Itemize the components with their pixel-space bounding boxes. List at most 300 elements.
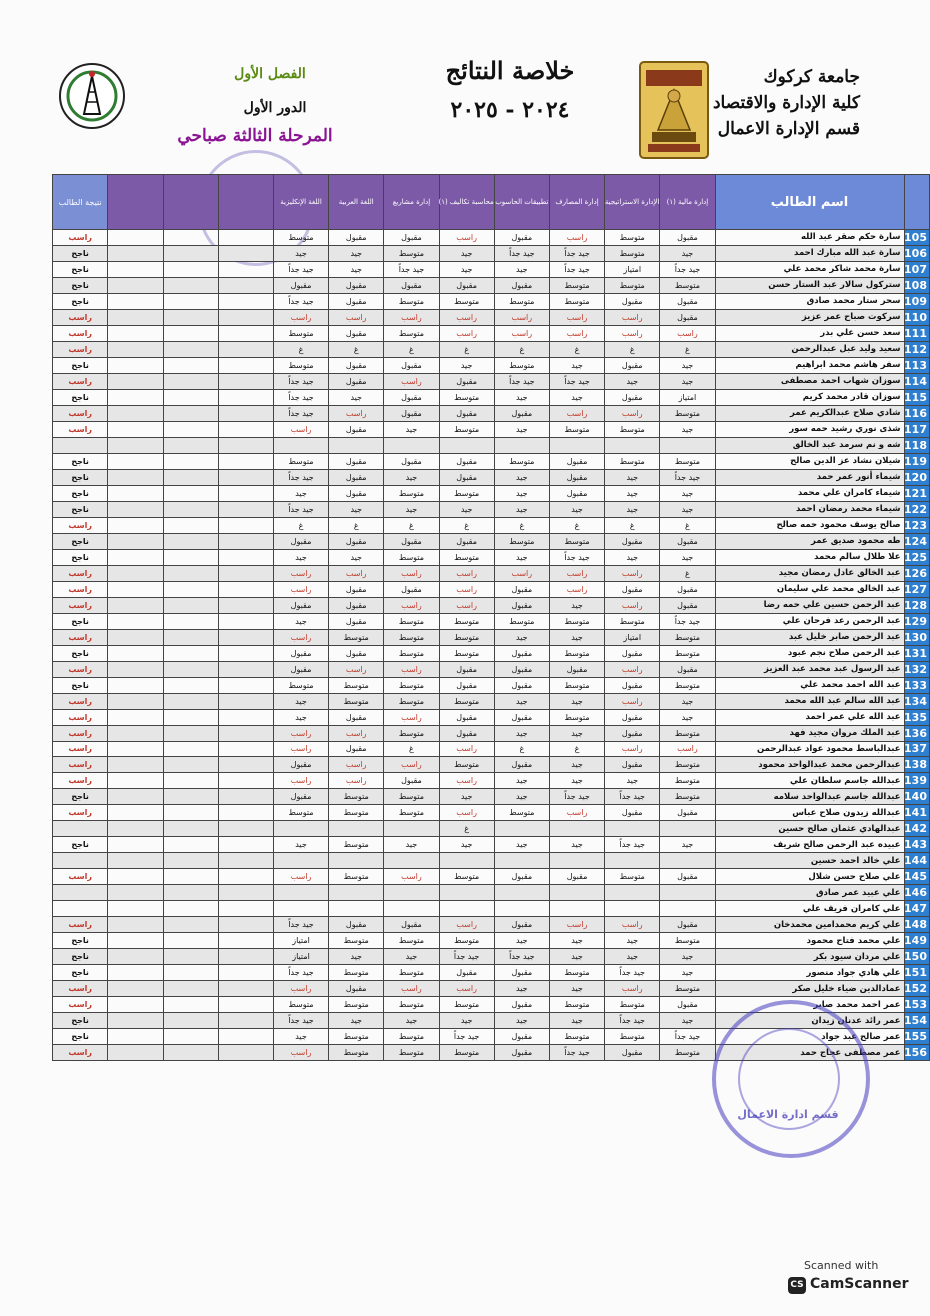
- student-result: راسب: [53, 309, 108, 325]
- grade-cell: متوسط: [549, 1029, 604, 1045]
- grade-cell: مقبول: [660, 869, 715, 885]
- grade-cell: جيد جداً: [273, 405, 328, 421]
- empty-cell: [163, 901, 218, 917]
- academic-years: ٢٠٢٤ - ٢٠٢٥: [450, 97, 570, 123]
- grade-cell: مقبول: [494, 230, 549, 246]
- table-row: [53, 293, 930, 309]
- grade-cell: [384, 885, 439, 901]
- row-number: 154: [904, 1013, 929, 1029]
- grade-cell: جيد: [439, 837, 494, 853]
- student-result: ناجح: [53, 789, 108, 805]
- table-row: [53, 853, 930, 869]
- grade-cell: [494, 821, 549, 837]
- stage-label: المرحلة الثالثة صباحي: [177, 126, 333, 146]
- grade-cell: متوسط: [384, 245, 439, 261]
- row-number: 112: [904, 341, 929, 357]
- row-number: 128: [904, 597, 929, 613]
- empty-cell: [163, 533, 218, 549]
- grade-cell: جيد جداً: [273, 501, 328, 517]
- grade-cell: متوسط: [329, 1045, 384, 1061]
- row-number: 153: [904, 997, 929, 1013]
- grade-cell: مقبول: [494, 965, 549, 981]
- grade-cell: مقبول: [605, 645, 660, 661]
- grade-cell: مقبول: [439, 373, 494, 389]
- empty-cell: [218, 517, 273, 533]
- empty-cell: [218, 261, 273, 277]
- student-result: راسب: [53, 997, 108, 1013]
- subject-header: تطبيقات الحاسوب: [494, 175, 549, 230]
- empty-cell: [108, 357, 163, 373]
- grade-cell: متوسط: [439, 389, 494, 405]
- grade-cell: متوسط: [439, 869, 494, 885]
- empty-subject-header: [218, 175, 273, 230]
- row-number: 123: [904, 517, 929, 533]
- grade-cell: متوسط: [494, 613, 549, 629]
- empty-cell: [218, 741, 273, 757]
- grade-cell: متوسط: [549, 645, 604, 661]
- row-number: 126: [904, 565, 929, 581]
- grade-cell: جيد: [549, 629, 604, 645]
- grade-cell: جيد: [494, 261, 549, 277]
- row-number: 114: [904, 373, 929, 389]
- grade-cell: غ: [549, 517, 604, 533]
- grade-cell: مقبول: [384, 357, 439, 373]
- empty-cell: [163, 1013, 218, 1029]
- student-name: سارة محمد شاكر محمد علي: [715, 261, 904, 277]
- empty-cell: [163, 1045, 218, 1061]
- empty-cell: [163, 501, 218, 517]
- grade-cell: جيد: [660, 485, 715, 501]
- grade-cell: مقبول: [273, 661, 328, 677]
- student-result: راسب: [53, 917, 108, 933]
- grade-cell: [605, 901, 660, 917]
- grade-cell: غ: [605, 341, 660, 357]
- row-number: 148: [904, 917, 929, 933]
- grade-cell: [439, 853, 494, 869]
- semester-label: الفصل الأول: [234, 66, 306, 82]
- student-name: شذى نوري رشيد حمه سور: [715, 421, 904, 437]
- student-result: ناجح: [53, 613, 108, 629]
- empty-cell: [218, 933, 273, 949]
- row-number: 115: [904, 389, 929, 405]
- table-row: [53, 677, 930, 693]
- grade-cell: مقبول: [605, 725, 660, 741]
- row-number: 146: [904, 885, 929, 901]
- empty-cell: [163, 469, 218, 485]
- grade-cell: جيد: [384, 1013, 439, 1029]
- empty-cell: [108, 1013, 163, 1029]
- empty-cell: [163, 309, 218, 325]
- empty-cell: [163, 549, 218, 565]
- row-number: 144: [904, 853, 929, 869]
- empty-subject-header: [108, 175, 163, 230]
- student-name: علي كامران فريف علي: [715, 901, 904, 917]
- row-number: 142: [904, 821, 929, 837]
- grade-cell: جيد: [660, 549, 715, 565]
- grade-cell: جيد جداً: [549, 549, 604, 565]
- student-result: ناجح: [53, 357, 108, 373]
- empty-cell: [163, 677, 218, 693]
- grade-cell: مقبول: [660, 293, 715, 309]
- grade-cell: مقبول: [494, 581, 549, 597]
- grade-cell: متوسط: [384, 1029, 439, 1045]
- empty-cell: [218, 821, 273, 837]
- table-header-row: [53, 175, 930, 230]
- grade-cell: غ: [494, 741, 549, 757]
- grade-cell: راسب: [273, 581, 328, 597]
- table-row: [53, 533, 930, 549]
- grade-cell: غ: [384, 341, 439, 357]
- student-result: ناجح: [53, 965, 108, 981]
- subject-header: اللغة العربية: [329, 175, 384, 230]
- grade-cell: غ: [494, 517, 549, 533]
- row-number: 116: [904, 405, 929, 421]
- student-name: عبدالله جاسم سلطان علي: [715, 773, 904, 789]
- grade-cell: متوسط: [605, 230, 660, 246]
- grade-cell: متوسط: [273, 357, 328, 373]
- grade-cell: مقبول: [439, 709, 494, 725]
- grade-cell: جيد جداً: [605, 965, 660, 981]
- row-number: 118: [904, 437, 929, 453]
- empty-cell: [163, 421, 218, 437]
- subject-header: إدارة مشاريع: [384, 175, 439, 230]
- empty-cell: [163, 933, 218, 949]
- empty-cell: [163, 885, 218, 901]
- table-row: [53, 965, 930, 981]
- empty-cell: [108, 709, 163, 725]
- grade-cell: متوسط: [384, 613, 439, 629]
- grade-cell: جيد: [329, 1013, 384, 1029]
- grade-cell: غ: [384, 517, 439, 533]
- grade-cell: مقبول: [660, 997, 715, 1013]
- grade-cell: متوسط: [384, 325, 439, 341]
- grade-cell: راسب: [329, 565, 384, 581]
- empty-cell: [163, 661, 218, 677]
- empty-cell: [218, 693, 273, 709]
- empty-cell: [163, 389, 218, 405]
- empty-cell: [218, 277, 273, 293]
- row-number: 121: [904, 485, 929, 501]
- grade-cell: متوسط: [439, 485, 494, 501]
- empty-cell: [108, 821, 163, 837]
- empty-cell: [108, 309, 163, 325]
- grade-cell: جيد: [273, 245, 328, 261]
- grade-cell: جيد جداً: [660, 261, 715, 277]
- grade-cell: [384, 437, 439, 453]
- grade-cell: متوسط: [329, 693, 384, 709]
- student-result: ناجح: [53, 533, 108, 549]
- grade-cell: متوسط: [329, 965, 384, 981]
- grade-cell: متوسط: [605, 277, 660, 293]
- grade-cell: [494, 853, 549, 869]
- student-result: راسب: [53, 421, 108, 437]
- empty-cell: [163, 837, 218, 853]
- grade-cell: جيد: [384, 501, 439, 517]
- row-number: 152: [904, 981, 929, 997]
- grade-cell: راسب: [329, 405, 384, 421]
- student-result: [53, 821, 108, 837]
- row-number: 138: [904, 757, 929, 773]
- grade-cell: مقبول: [605, 709, 660, 725]
- table-row: [53, 805, 930, 821]
- empty-cell: [108, 949, 163, 965]
- empty-cell: [108, 869, 163, 885]
- grade-cell: راسب: [605, 741, 660, 757]
- grade-cell: مقبول: [329, 485, 384, 501]
- grade-cell: [329, 853, 384, 869]
- empty-cell: [108, 917, 163, 933]
- empty-cell: [218, 853, 273, 869]
- table-row: [53, 581, 930, 597]
- empty-cell: [108, 613, 163, 629]
- table-row: [53, 693, 930, 709]
- grade-cell: جيد: [549, 389, 604, 405]
- grade-cell: متوسط: [605, 869, 660, 885]
- student-name: علي صلاح حسن شلال: [715, 869, 904, 885]
- empty-cell: [108, 565, 163, 581]
- grade-cell: مقبول: [494, 709, 549, 725]
- empty-cell: [163, 789, 218, 805]
- grade-cell: غ: [660, 565, 715, 581]
- row-number: 151: [904, 965, 929, 981]
- table-row: [53, 565, 930, 581]
- grade-cell: جيد: [439, 501, 494, 517]
- grade-cell: جيد: [660, 1013, 715, 1029]
- grade-cell: مقبول: [439, 453, 494, 469]
- empty-cell: [108, 405, 163, 421]
- empty-cell: [163, 597, 218, 613]
- grade-cell: مقبول: [660, 309, 715, 325]
- empty-cell: [218, 661, 273, 677]
- grade-cell: متوسط: [439, 421, 494, 437]
- result-column-header: نتيجة الطالب: [53, 175, 108, 230]
- student-result: راسب: [53, 869, 108, 885]
- empty-cell: [163, 869, 218, 885]
- empty-cell: [108, 885, 163, 901]
- camscanner-logo-icon: CS: [788, 1277, 806, 1294]
- grade-cell: راسب: [273, 629, 328, 645]
- grade-cell: متوسط: [384, 805, 439, 821]
- grade-cell: راسب: [605, 309, 660, 325]
- grade-cell: مقبول: [384, 453, 439, 469]
- row-number: 149: [904, 933, 929, 949]
- empty-cell: [108, 549, 163, 565]
- grade-cell: مقبول: [494, 597, 549, 613]
- row-number: 125: [904, 549, 929, 565]
- empty-cell: [163, 581, 218, 597]
- grade-cell: جيد جداً: [273, 965, 328, 981]
- grade-cell: مقبول: [329, 469, 384, 485]
- grade-cell: [329, 437, 384, 453]
- empty-cell: [163, 741, 218, 757]
- empty-cell: [108, 901, 163, 917]
- grade-cell: متوسط: [384, 485, 439, 501]
- empty-cell: [108, 245, 163, 261]
- grade-cell: [329, 901, 384, 917]
- empty-cell: [108, 805, 163, 821]
- grade-cell: جيد: [494, 469, 549, 485]
- grade-cell: متوسط: [660, 933, 715, 949]
- grade-cell: جيد: [549, 725, 604, 741]
- table-row: [53, 613, 930, 629]
- student-name: عبدالهادي عثمان صالح حسين: [715, 821, 904, 837]
- row-number: 106: [904, 245, 929, 261]
- grade-cell: متوسط: [549, 677, 604, 693]
- table-row: [53, 549, 930, 565]
- student-result: ناجح: [53, 949, 108, 965]
- grade-cell: جيد جداً: [273, 261, 328, 277]
- empty-cell: [163, 997, 218, 1013]
- grade-cell: مقبول: [439, 405, 494, 421]
- student-result: ناجح: [53, 293, 108, 309]
- empty-cell: [218, 325, 273, 341]
- grade-cell: [329, 821, 384, 837]
- grade-cell: جيد: [494, 837, 549, 853]
- empty-cell: [218, 613, 273, 629]
- grade-cell: [660, 901, 715, 917]
- student-result: راسب: [53, 341, 108, 357]
- grade-cell: غ: [660, 517, 715, 533]
- grade-cell: مقبول: [660, 805, 715, 821]
- grade-cell: مقبول: [660, 230, 715, 246]
- grade-cell: راسب: [549, 325, 604, 341]
- report-title: خلاصة النتائج: [445, 56, 575, 85]
- round-label: الدور الأول: [243, 100, 307, 116]
- grade-cell: جيد جداً: [273, 373, 328, 389]
- table-row: [53, 645, 930, 661]
- grade-cell: راسب: [439, 597, 494, 613]
- results-table-body: [53, 230, 930, 1061]
- table-row: [53, 357, 930, 373]
- grade-cell: جيد: [329, 261, 384, 277]
- row-number: 140: [904, 789, 929, 805]
- grade-cell: متوسط: [384, 293, 439, 309]
- student-name: عمر احمد محمد صابر: [715, 997, 904, 1013]
- empty-cell: [218, 773, 273, 789]
- grade-cell: [605, 853, 660, 869]
- grade-cell: مقبول: [605, 533, 660, 549]
- empty-cell: [108, 837, 163, 853]
- grade-cell: متوسط: [494, 357, 549, 373]
- empty-cell: [163, 405, 218, 421]
- grade-cell: راسب: [329, 773, 384, 789]
- grade-cell: راسب: [384, 565, 439, 581]
- row-number: 131: [904, 645, 929, 661]
- row-number: 145: [904, 869, 929, 885]
- grade-cell: راسب: [273, 773, 328, 789]
- grade-cell: جيد: [660, 373, 715, 389]
- grade-cell: متوسط: [660, 773, 715, 789]
- grade-cell: جيد: [549, 981, 604, 997]
- grade-cell: راسب: [273, 1045, 328, 1061]
- grade-cell: جيد: [384, 421, 439, 437]
- grade-cell: متوسط: [660, 645, 715, 661]
- grade-cell: راسب: [273, 309, 328, 325]
- grade-cell: جيد جداً: [660, 1029, 715, 1045]
- stamp-text: قسم ادارة الاعمال: [737, 1108, 839, 1121]
- grade-cell: جيد جداً: [494, 373, 549, 389]
- grade-cell: متوسط: [549, 965, 604, 981]
- scanned-with-text: Scanned with: [804, 1259, 879, 1272]
- grade-cell: متوسط: [439, 997, 494, 1013]
- row-number: 155: [904, 1029, 929, 1045]
- empty-cell: [108, 389, 163, 405]
- table-row: [53, 277, 930, 293]
- student-name: سحر ستار محمد صادق: [715, 293, 904, 309]
- grade-cell: راسب: [549, 917, 604, 933]
- grade-cell: [384, 853, 439, 869]
- empty-cell: [218, 485, 273, 501]
- grade-cell: متوسط: [494, 533, 549, 549]
- grade-cell: مقبول: [660, 581, 715, 597]
- grade-cell: جيد: [660, 949, 715, 965]
- empty-cell: [163, 981, 218, 997]
- grade-cell: غ: [273, 517, 328, 533]
- grade-cell: متوسط: [660, 757, 715, 773]
- grade-cell: مقبول: [605, 1045, 660, 1061]
- university-logo: [638, 60, 710, 160]
- grade-cell: متوسط: [439, 613, 494, 629]
- grade-cell: جيد: [549, 837, 604, 853]
- grade-cell: غ: [273, 341, 328, 357]
- grade-cell: امتياز: [273, 949, 328, 965]
- empty-cell: [108, 853, 163, 869]
- grade-cell: مقبول: [329, 581, 384, 597]
- empty-cell: [163, 629, 218, 645]
- student-result: [53, 885, 108, 901]
- grade-cell: متوسط: [494, 453, 549, 469]
- empty-cell: [108, 981, 163, 997]
- grade-cell: [494, 437, 549, 453]
- student-result: راسب: [53, 1045, 108, 1061]
- grade-cell: مقبول: [329, 597, 384, 613]
- empty-cell: [108, 933, 163, 949]
- grade-cell: مقبول: [605, 357, 660, 373]
- student-result: ناجح: [53, 501, 108, 517]
- student-name: شادي صلاح عبدالكريم عمر: [715, 405, 904, 421]
- student-name: عبد الله احمد محمد علي: [715, 677, 904, 693]
- student-result: [53, 853, 108, 869]
- number-column-header: [904, 175, 929, 230]
- grade-cell: مقبول: [329, 533, 384, 549]
- grade-cell: غ: [329, 341, 384, 357]
- student-name: عبدالله زيدون صلاح عباس: [715, 805, 904, 821]
- empty-cell: [218, 421, 273, 437]
- table-row: [53, 453, 930, 469]
- grade-cell: جيد: [494, 789, 549, 805]
- student-result: ناجح: [53, 485, 108, 501]
- row-number: 139: [904, 773, 929, 789]
- grade-cell: [273, 901, 328, 917]
- empty-cell: [108, 693, 163, 709]
- row-number: 135: [904, 709, 929, 725]
- grade-cell: جيد: [549, 693, 604, 709]
- table-row: [53, 501, 930, 517]
- grade-cell: جيد: [439, 1013, 494, 1029]
- empty-cell: [108, 1045, 163, 1061]
- grade-cell: [273, 853, 328, 869]
- grade-cell: مقبول: [549, 661, 604, 677]
- student-name: عبد الله علي عمر احمد: [715, 709, 904, 725]
- grade-cell: مقبول: [273, 789, 328, 805]
- grade-cell: راسب: [439, 773, 494, 789]
- student-name: سارة حكم صقر عبد الله: [715, 230, 904, 246]
- student-result: راسب: [53, 517, 108, 533]
- subject-header: الإدارة الاستراتيجية: [605, 175, 660, 230]
- grade-cell: مقبول: [439, 533, 494, 549]
- grade-cell: جيد: [384, 469, 439, 485]
- grade-cell: متوسط: [549, 533, 604, 549]
